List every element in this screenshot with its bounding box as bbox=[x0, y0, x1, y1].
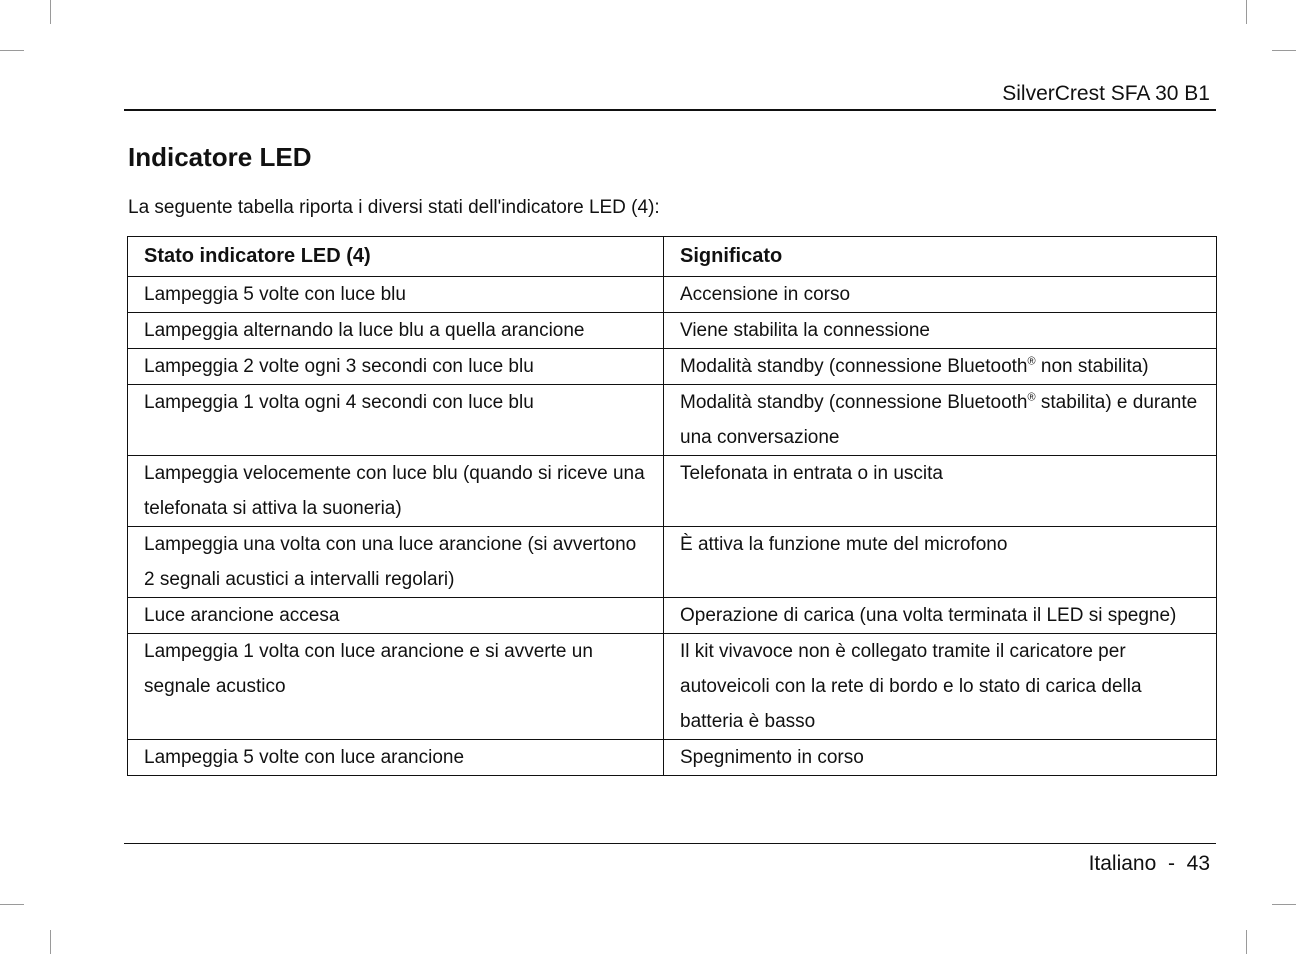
cell-led-status: Lampeggia una volta con una luce arancione (si avvertono 2 segnali acustici a intervalli regolari) bbox=[128, 527, 664, 598]
cell-led-status: Luce arancione accesa bbox=[128, 598, 664, 634]
table-row bbox=[128, 740, 1217, 776]
table-row bbox=[128, 634, 1217, 740]
footer-rule bbox=[124, 843, 1216, 844]
cell-led-status: Lampeggia velocemente con luce blu (quando si riceve una telefonata si attiva la suoneria) bbox=[128, 456, 664, 527]
column-header-status: Stato indicatore LED (4) bbox=[128, 237, 664, 277]
cell-meaning: Spegnimento in corso bbox=[664, 740, 1217, 776]
crop-mark bbox=[1246, 0, 1247, 24]
led-status-table bbox=[127, 236, 1217, 776]
column-header-meaning: Significato bbox=[664, 237, 1217, 277]
cell-meaning: Operazione di carica (una volta terminata il LED si spegne) bbox=[664, 598, 1217, 634]
crop-mark bbox=[0, 904, 24, 905]
cell-led-status: Lampeggia 5 volte con luce blu bbox=[128, 277, 664, 313]
page-number: 43 bbox=[1186, 852, 1210, 875]
table-row bbox=[128, 527, 1217, 598]
section-title: Indicatore LED bbox=[128, 142, 312, 172]
cell-meaning: Modalità standby (connessione Bluetooth® stabilita) e durante una conversazione bbox=[664, 385, 1217, 456]
crop-mark bbox=[50, 0, 51, 24]
cell-meaning: Accensione in corso bbox=[664, 277, 1217, 313]
table-row bbox=[128, 456, 1217, 527]
table-row bbox=[128, 598, 1217, 634]
table-header-row bbox=[128, 237, 1217, 277]
cell-led-status: Lampeggia 2 volte ogni 3 secondi con luce blu bbox=[128, 349, 664, 385]
page-footer bbox=[1089, 852, 1210, 876]
table-row bbox=[128, 385, 1217, 456]
cell-led-status: Lampeggia alternando la luce blu a quella arancione bbox=[128, 313, 664, 349]
crop-mark bbox=[1272, 50, 1296, 51]
crop-mark bbox=[1246, 930, 1247, 954]
footer-language: Italiano bbox=[1088, 852, 1157, 875]
table-row bbox=[128, 313, 1217, 349]
cell-led-status: Lampeggia 1 volta ogni 4 secondi con luce blu bbox=[128, 385, 664, 456]
table-row bbox=[128, 349, 1217, 385]
cell-meaning: Telefonata in entrata o in uscita bbox=[664, 456, 1217, 527]
intro-paragraph: La seguente tabella riporta i diversi stati dell'indicatore LED (4): bbox=[128, 197, 660, 218]
footer-separator: - bbox=[1167, 852, 1175, 875]
crop-mark bbox=[50, 930, 51, 954]
crop-mark bbox=[1272, 904, 1296, 905]
cell-led-status: Lampeggia 5 volte con luce arancione bbox=[128, 740, 664, 776]
crop-mark bbox=[0, 50, 24, 51]
cell-led-status: Lampeggia 1 volta con luce arancione e si avverte un segnale acustico bbox=[128, 634, 664, 740]
cell-meaning: Il kit vivavoce non è collegato tramite il caricatore per autoveicoli con la rete di bordo e lo stato di carica della batteria è basso bbox=[664, 634, 1217, 740]
header-rule bbox=[124, 109, 1216, 111]
table-row bbox=[128, 277, 1217, 313]
cell-meaning: Modalità standby (connessione Bluetooth® non stabilita) bbox=[664, 349, 1217, 385]
running-header: SilverCrest SFA 30 B1 bbox=[1002, 82, 1210, 105]
cell-meaning: È attiva la funzione mute del microfono bbox=[664, 527, 1217, 598]
cell-meaning: Viene stabilita la connessione bbox=[664, 313, 1217, 349]
